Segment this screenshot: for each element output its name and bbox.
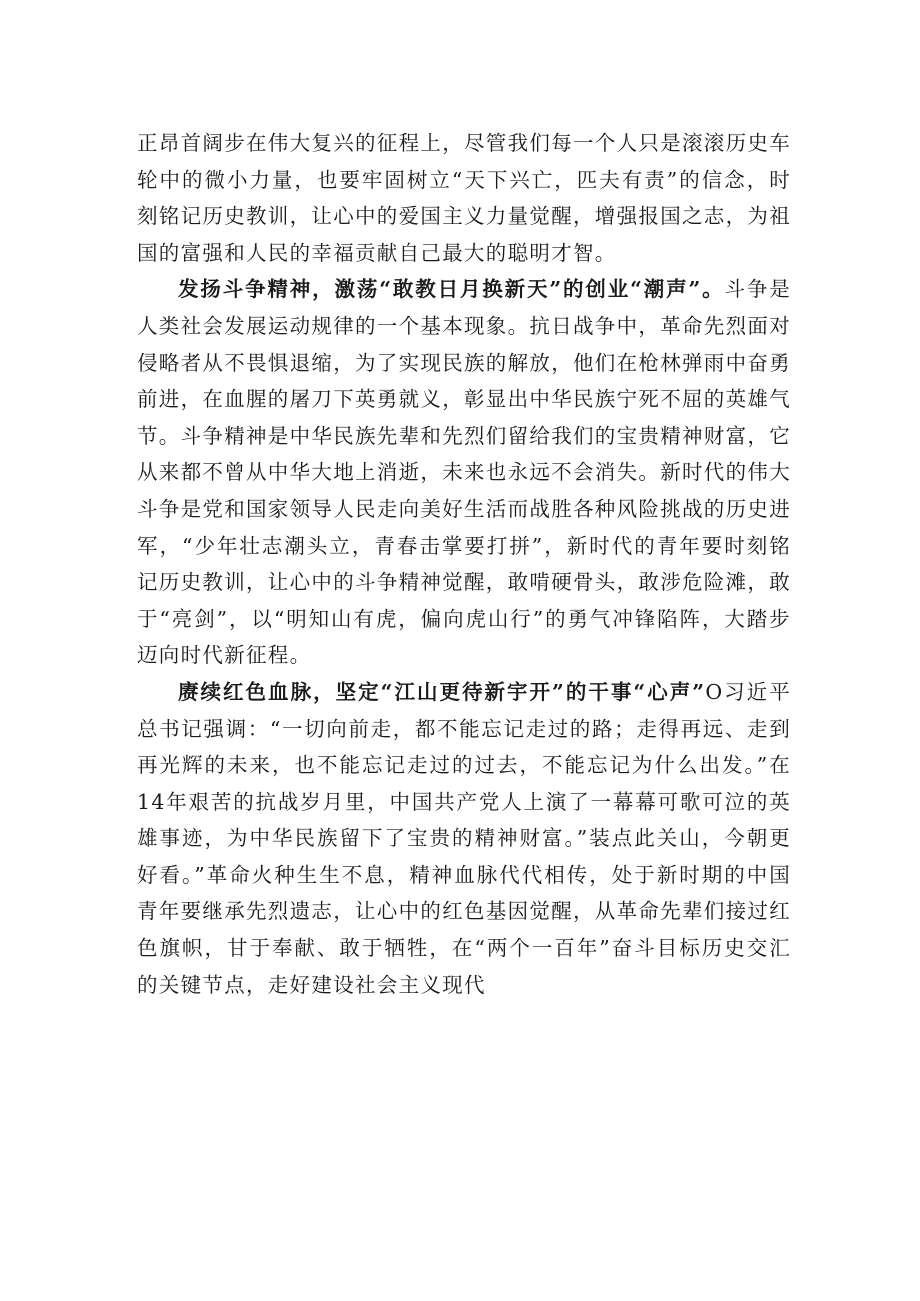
document-body [137, 125, 791, 1003]
paragraph-3-text: O习近平总书记强调：“一切向前走，都不能忘记走过的路；走得再远、走到再光辉的未来，也不能忘记走过的过去，不能忘记为什么出发。”在14年艰苦的抗战岁月里，中国共产党人上演了一幕幕可歌可泣的英雄事迹，为中华民族留下了宝贵的精神财富。”装点此关山，今朝更好看。”革命火种生生不息，精神血脉代代相传，处于新时期的中国青年要继承先烈遗志，让心中的红色基因觉醒，从革命先辈们接过红色旗帜，甘于奉献、敢于牺牲，在“两个一百年”奋斗目标历史交汇的关键节点，走好建设社会主义现代 [137, 679, 791, 997]
paragraph-1 [137, 125, 791, 271]
paragraph-2-text: 斗争是人类社会发展运动规律的一个基本现象。抗日战争中，革命先烈面对侵略者从不畏惧退缩，为了实现民族的解放，他们在枪林弹雨中奋勇前进，在血腥的屠刀下英勇就义，彰显出中华民族宁死不屈的英雄气节。斗争精神是中华民族先辈和先烈们留给我们的宝贵精神财富，它从来都不曾从中华大地上消逝，未来也永远不会消失。新时代的伟大斗争是党和国家领导人民走向美好生活而战胜各种风险挑战的历史进军，“少年壮志潮头立，青春击掌要打拼”，新时代的青年要时刻铭记历史教训，让心中的斗争精神觉醒，敢啃硬骨头，敢涉危险滩，敢于“亮剑”，以“明知山有虎，偏向虎山行”的勇气冲锋陷阵，大踏步迈向时代新征程。 [137, 277, 792, 668]
paragraph-1-text: 正昂首阔步在伟大复兴的征程上，尽管我们每一个人只是滚滚历史车轮中的微小力量，也要牢固树立“天下兴亡，匹夫有责”的信念，时刻铭记历史教训，让心中的爱国主义力量觉醒，增强报国之志，为祖国的富强和人民的幸福贡献自己最大的聪明才智。 [137, 131, 791, 265]
paragraph-3 [137, 674, 791, 1003]
paragraph-3-lead: 赓续红色血脉，坚定“江山更待新宇开”的干事“心声” [178, 679, 706, 704]
paragraph-2-lead: 发扬斗争精神，激荡“敢教日月换新天”的创业“潮声”。 [178, 277, 725, 302]
paragraph-2 [137, 271, 791, 674]
